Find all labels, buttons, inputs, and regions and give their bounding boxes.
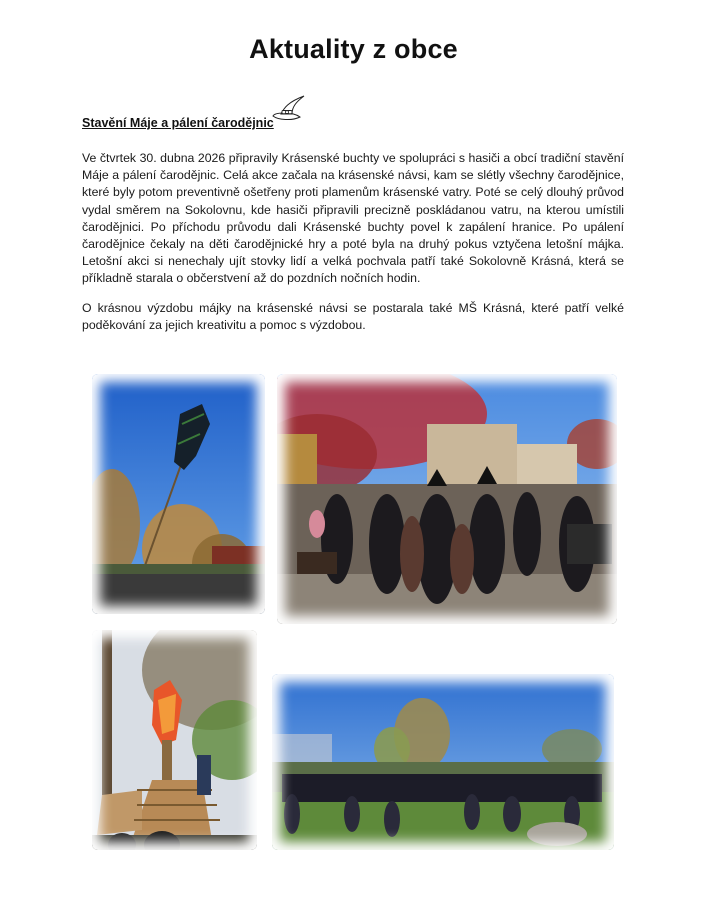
witch-hat-icon xyxy=(270,94,308,126)
page-title: Aktuality z obce xyxy=(249,34,458,64)
photo-maypole xyxy=(92,374,265,614)
photo-crowd-witches xyxy=(277,374,617,624)
photo-bonfire xyxy=(92,630,257,850)
article-paragraph: O krásnou výzdobu májky na krásenské návsi se postarala také MŠ Krásná, které patří velké poděkování za jejich kreativitu a pomoc s výzdobou. xyxy=(82,301,624,333)
photo-crowd-field xyxy=(272,674,614,850)
article-paragraph: Ve čtvrtek 30. dubna 2026 připravily Krásenské buchty ve spolupráci s hasiči a obcí tradiční stavění Máje a pálení čarodějnic. Celá akce začala na krásenské návsi, kam se slétly všechny čarodějnice, které byly potom preventivně ošetřeny proti plamenům krásenské vatry. Poté se celý dlouhý průvod vydal směrem na Sokolovnu, kde hasiči připravili precizně poskládanou vatru, na kterou umístili čarodějnici. Po příchodu průvodu dali Krásenské buchty povel k zapálení hranice. Po upálení čarodějnice čekaly na děti čarodějnické hry a poté byla na druhý pokus vztyčena letošní májka. Letošní akci si nenechaly ujít stovky lidí a velká pochvala patří také Sokolovně Krásná, která se příkladně starala o občerstvení až do pozdních nočních hodin. xyxy=(82,151,624,286)
section-heading: Stavění Máje a pálení čarodějnic xyxy=(82,116,274,130)
